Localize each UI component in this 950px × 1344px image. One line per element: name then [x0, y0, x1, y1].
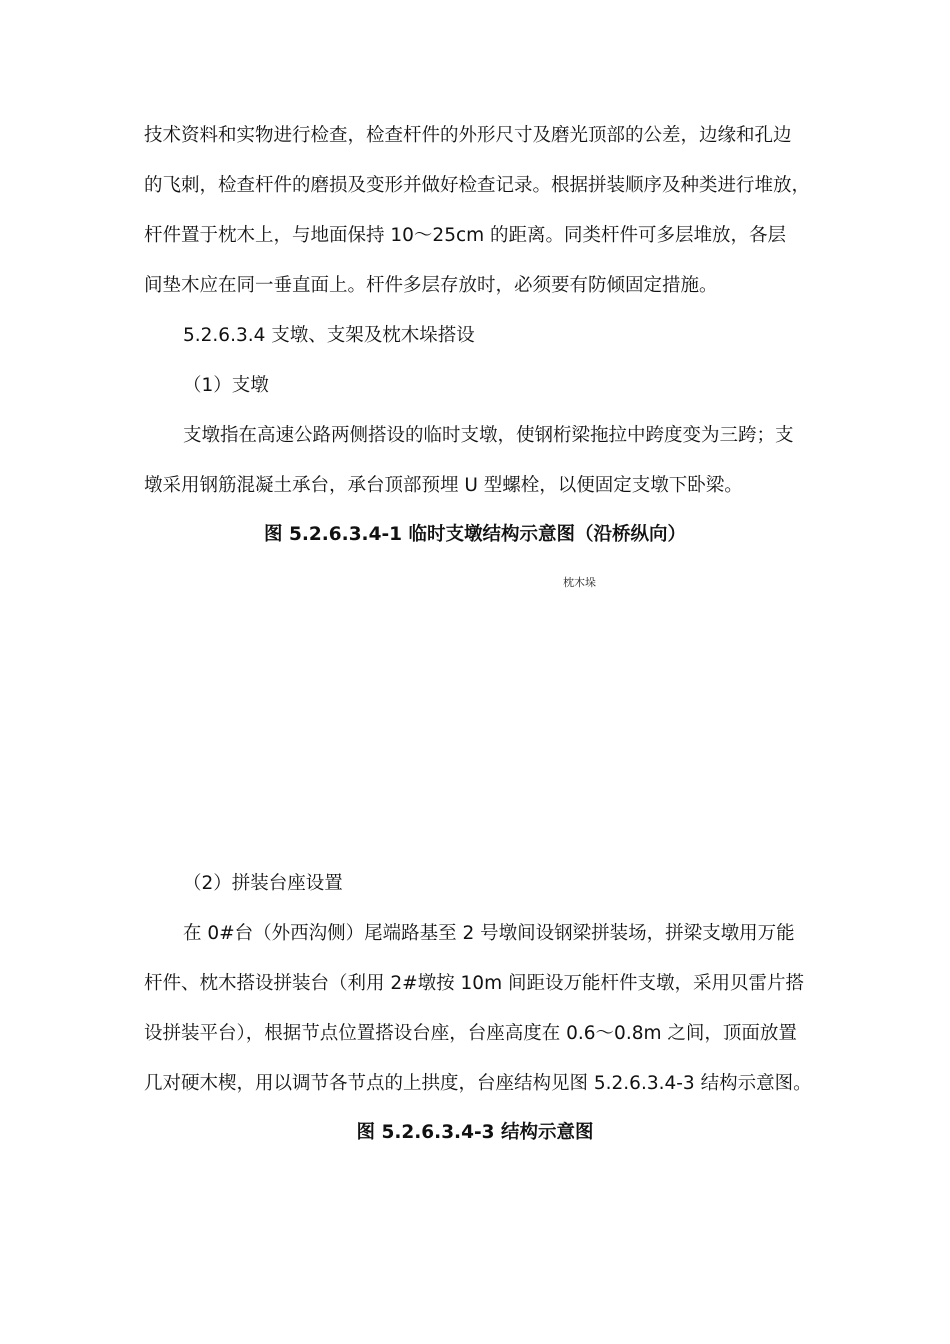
paragraph1-line-2: 的飞刺，检查杆件的磨损及变形并做好检查记录。根据拼装顺序及种类进行堆放， [144, 175, 811, 196]
subheading-support-pier: （1）支墩 [183, 375, 269, 396]
paragraph1-line-3: 杆件置于枕木上，与地面保持 10～25cm 的距离。同类杆件可多层堆放，各层 [144, 225, 787, 246]
paragraph3-line-2: 杆件、枕木搭设拼装台（利用 2#墩按 10m 间距设万能杆件支墩，采用贝雷片搭 [144, 973, 804, 994]
subheading-assembly-platform: （2）拼装台座设置 [183, 873, 343, 894]
paragraph3-line-1: 在 0#台（外西沟侧）尾端路基至 2 号墩间设钢梁拼装场，拼梁支墩用万能 [183, 923, 795, 944]
paragraph1-line-1: 技术资料和实物进行检查，检查杆件的外形尺寸及磨光顶部的公差，边缘和孔边 [144, 125, 792, 146]
figure1-area [144, 560, 814, 850]
paragraph1-line-4: 间垫木应在同一垂直面上。杆件多层存放时，必须要有防倾固定措施。 [144, 275, 718, 296]
paragraph3-line-3: 设拼装平台），根据节点位置搭设台座，台座高度在 0.6～0.8m 之间，顶面放置 [144, 1023, 797, 1044]
figure2-caption: 图 5.2.6.3.4-3 结构示意图 [356, 1122, 594, 1143]
paragraph2-line-2: 墩采用钢筋混凝土承台，承台顶部预埋 U 型螺栓，以便固定支墩下卧梁。 [144, 475, 743, 496]
figure1-label-sleeper-crib: 枕木垛 [563, 576, 596, 589]
paragraph3-line-4: 几对硬木楔，用以调节各节点的上拱度，台座结构见图 5.2.6.3.4-3 结构示意图。 [144, 1073, 812, 1094]
figure2-area [144, 1160, 814, 1310]
paragraph2-line-1: 支墩指在高速公路两侧搭设的临时支墩，使钢桁梁拖拉中跨度变为三跨；支 [183, 425, 794, 446]
section-heading: 5.2.6.3.4 支墩、支架及枕木垛搭设 [183, 325, 475, 346]
figure1-caption: 图 5.2.6.3.4-1 临时支墩结构示意图（沿桥纵向） [264, 524, 686, 545]
